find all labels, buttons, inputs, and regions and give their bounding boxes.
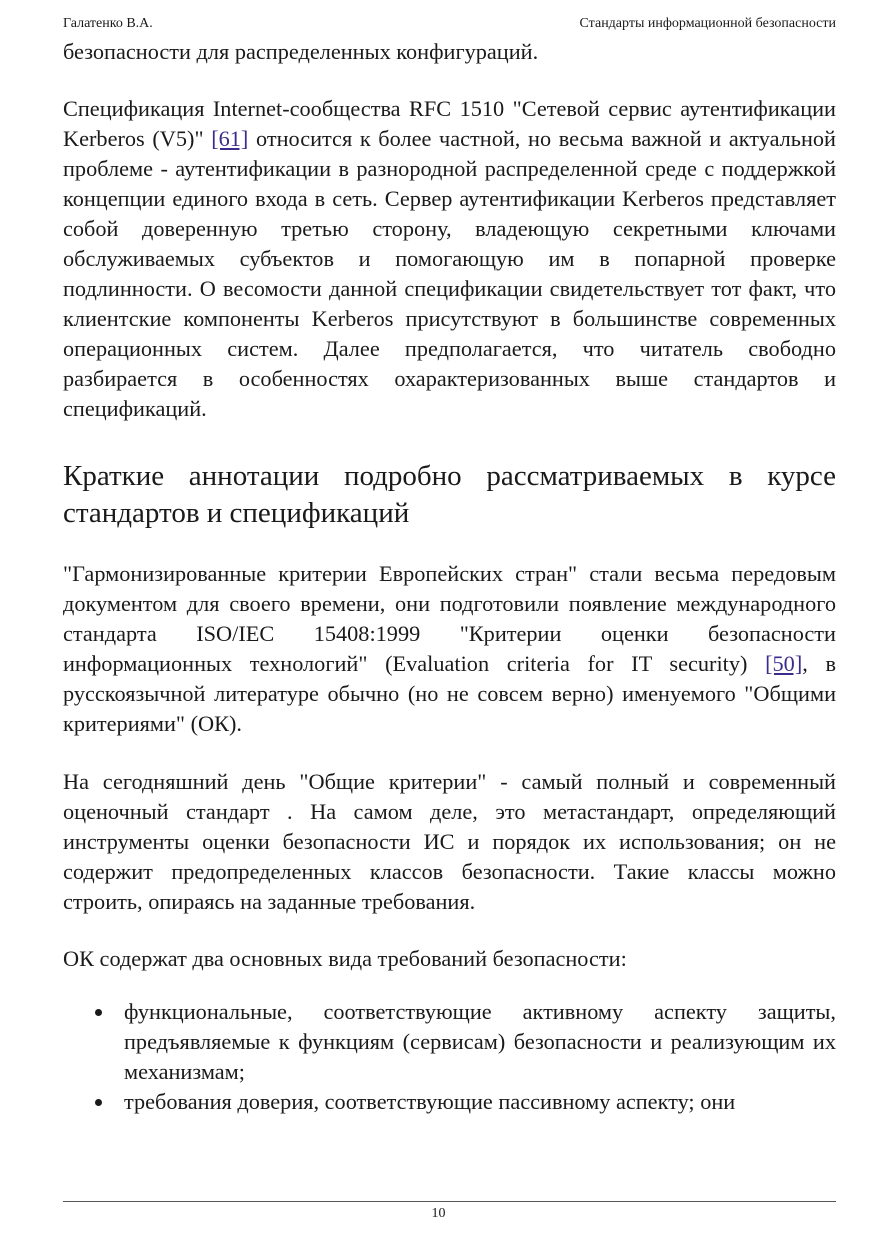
list-item-text: требования доверия, соответствующие пассивному аспекту; они [124,1089,736,1114]
reference-link-50[interactable]: [50] [765,651,803,676]
paragraph-text: Спецификация Internet-сообщества RFC 1510 "Сетевой сервис аутентификации Kerberos (V5)" [63,96,836,151]
header-title: Стандарты информационной безопасности [579,16,836,31]
paragraph-text: , в русскоязычной литературе обычно (но не совсем верно) именуемого "Общими критериями" (ОК). [63,651,836,736]
list-item [63,997,836,1087]
bullet-icon [95,1099,102,1106]
reference-link-61[interactable]: [61] [211,126,249,151]
page-content [63,37,836,1117]
paragraph-text: "Гармонизированные критерии Европейских стран" стали весьма передовым документом для своего времени, они подготовили появление международного стандарта ISO/IEC 15408:1999 "Критерии оценки безопасности информационных технологий" (Evaluation criteria for IT security) [63,561,836,676]
list-item-text: функциональные, соответствующие активному аспекту защиты, предъявляемые к функциям (сервисам) безопасности и реализующим их механизмам; [124,999,836,1084]
header-author: Галатенко В.А. [63,16,153,31]
bullet-icon [95,1009,102,1016]
requirements-list [63,997,836,1117]
paragraph-harmonized-criteria [63,559,836,739]
section-heading: Краткие аннотации подробно рассматриваемых в курсе стандартов и спецификаций [63,460,836,529]
list-item [63,1087,836,1117]
paragraph-continuation: безопасности для распределенных конфигураций. [63,39,539,64]
paragraph-requirements-intro: ОК содержат два основных вида требований безопасности: [63,946,627,971]
paragraph-common-criteria: На сегодняшний день "Общие критерии" - самый полный и современный оценочный стандарт . На самом деле, это метастандарт, определяющий инструменты оценки безопасности ИС и порядок их использования; он не содержит предопределенных классов безопасности. Такие классы можно строить, опираясь на заданные требования. [63,769,836,914]
page-number: 10 [431,1206,446,1221]
paragraph-text: относится к более частной, но весьма важной и актуальной проблеме - аутентификации в разнородной распределенной среде с поддержкой концепции единого входа в сеть. Сервер аутентификации Kerberos представляет собой доверенную третью сторону, владеющую секретными ключами обслуживаемых субъектов и помогающую им в попарной проверке подлинности. О весомости данной спецификации свидетельствует тот факт, что клиентские компоненты Kerberos присутствуют в большинстве современных операционных систем. Далее предполагается, что читатель свободно разбирается в особенностях охарактеризованных выше стандартов и спецификаций. [63,126,836,421]
page-header [63,16,836,36]
paragraph-kerberos [63,94,836,424]
footer-divider [63,1201,836,1202]
